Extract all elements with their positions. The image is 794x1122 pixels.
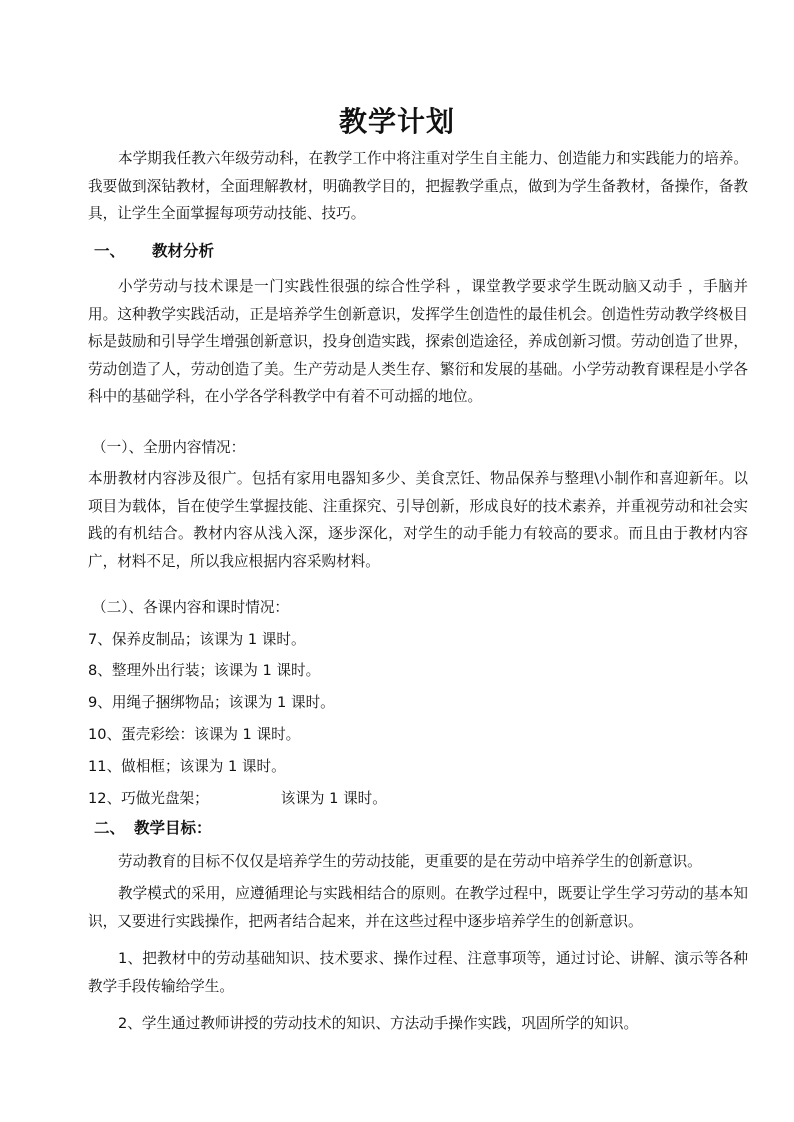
- lesson-item: 11、做相框；该课为 1 课时。: [88, 758, 286, 775]
- lesson-item: 9、用绳子捆绑物品；该课为 1 课时。: [88, 694, 335, 711]
- subsection-heading-lessons: （二）、各课内容和课时情况：: [92, 599, 290, 616]
- lesson-item: 10、蛋壳彩绘：该课为 1 课时。: [88, 726, 301, 743]
- goals-paragraph: 教学模式的采用，应遵循理论与实践相结合的原则。在教学过程中，既要让学生学习劳动的基本知识，又要进行实践操作，把两者结合起来，并在这些过程中逐步培养学生的创新意识。: [88, 885, 748, 930]
- lesson-name: 12、巧做光盘架；: [88, 790, 209, 807]
- lesson-item: [88, 787, 387, 811]
- goals-paragraph: 2、学生通过教师讲授的劳动技术的知识、方法动手操作实践，巩固所学的知识。: [118, 1015, 639, 1032]
- section-heading-goals: [94, 816, 212, 840]
- section-title: 教材分析: [152, 242, 215, 260]
- subsection-heading-content: （一）、全册内容情况：: [92, 439, 246, 456]
- section-heading-materials: [94, 239, 214, 263]
- page-title: 教学计划: [338, 105, 455, 138]
- intro-paragraph: 本学期我任教六年级劳动科，在教学工作中将注重对学生自主能力、创造能力和实践能力的培养。我要做到深钻教材，全面理解教材，明确教学目的，把握教学重点，做到为学生备教材，备操作，备教具，让学生全面掌握每项劳动技能、技巧。: [88, 150, 748, 223]
- lesson-item: 8、整理外出行装；该课为 1 课时。: [88, 662, 321, 679]
- goals-paragraph: 1、把教材中的劳动基础知识、技术要求、操作过程、注意事项等，通过讨论、讲解、演示等各种教学手段传输给学生。: [88, 950, 748, 995]
- lesson-item: 7、保养皮制品；该课为 1 课时。: [88, 631, 306, 648]
- lesson-hours: 该课为 1 课时。: [280, 790, 387, 807]
- section-number: 二、: [94, 819, 126, 837]
- content-paragraph: 本册教材内容涉及很广。包括有家用电器知多少、美食烹饪、物品保养与整理\小制作和喜迎新年。以项目为载体，旨在使学生掌握技能、注重探究、引导创新，形成良好的技术素养，并重视劳动和社会实践的有机结合。教材内容从浅入深，逐步深化，对学生的动手能力有较高的要求。而且由于教材内容广，材料不足，所以我应根据内容采购材料。: [88, 470, 748, 570]
- section-number: 一、: [94, 242, 126, 260]
- section-title: 教学目标：: [134, 819, 212, 837]
- materials-analysis-paragraph: 小学劳动与技术课是一门实践性很强的综合性学科 ，课堂教学要求学生既动脑又动手 ，手脑并用。这种教学实践活动，正是培养学生创新意识，发挥学生创造性的最佳机会。创造性劳动教学终极目标是鼓励和引导学生增强创新意识，投身创造实践，探索创造途径，养成创新习惯。劳动创造了世界，劳动创造了人，劳动创造了美。生产劳动是人类生存、繁衍和发展的基础。小学劳动教育课程是小学各科中的基础学科，在小学各学科教学中有着不可动摇的地位。: [88, 278, 748, 406]
- goals-paragraph: 劳动教育的目标不仅仅是培养学生的劳动技能，更重要的是在劳动中培养学生的创新意识。: [118, 853, 702, 870]
